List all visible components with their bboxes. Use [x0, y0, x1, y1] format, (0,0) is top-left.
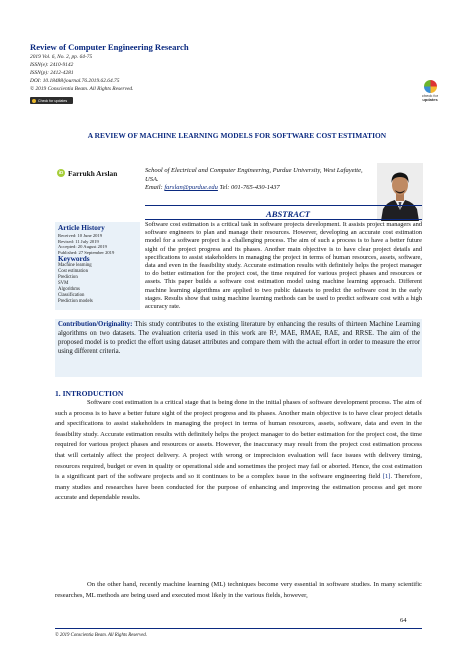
received-date: Received: 10 June 2019	[58, 233, 103, 238]
issn-print: ISSN(p): 2412-4281	[30, 70, 74, 76]
check-for-updates-small-label: Check for updates	[38, 98, 68, 103]
contribution-label: Contribution/Originality:	[58, 321, 133, 328]
keyword: Machine learning	[58, 263, 92, 268]
accepted-date: Accepted: 20 August 2019	[58, 244, 107, 249]
abstract-heading: ABSTRACT	[266, 209, 310, 219]
doi[interactable]: DOI: 10.18488/journal.76.2019.62.64.75	[30, 78, 120, 84]
keywords-title: Keywords	[58, 254, 90, 263]
journal-title[interactable]: Review of Computer Engineering Research	[30, 42, 189, 52]
contribution-paragraph	[58, 321, 420, 357]
check-for-label: check for	[421, 93, 439, 98]
email-link[interactable]: farslan@purdue.edu	[164, 184, 218, 191]
footer-copyright: © 2019 Conscientia Beam. All Rights Reserved.	[55, 633, 148, 638]
keyword: Algorithms	[58, 287, 80, 292]
footer-rule	[55, 628, 422, 629]
author-affiliation: School of Electrical and Computer Engineering, Purdue University, West Lafayette, USA.	[145, 167, 363, 183]
crossmark-logo-icon	[424, 80, 437, 93]
keyword: Classification	[58, 293, 85, 298]
section-heading-introduction: 1. INTRODUCTION	[55, 389, 124, 398]
orcid-icon[interactable]: iD	[58, 170, 64, 175]
journal-volume: 2019 Vol. 6, No. 2, pp. 64-75	[30, 54, 93, 60]
author-name: Farrukh Arslan	[68, 169, 118, 178]
check-for-updates-button[interactable]	[418, 80, 442, 108]
author-photo	[377, 163, 423, 221]
intro-p1-end: . Therefore, many studies and researches have been conducted for the purpose of enhancing and improving the estimation process and get more accurate and dependable results.	[55, 473, 422, 502]
intro-paragraph-1	[55, 398, 422, 504]
telephone: Tel: 001-765-430-1437	[219, 184, 280, 191]
keyword: Cost estimation	[58, 269, 88, 274]
keyword: Prediction	[58, 275, 78, 280]
email-label: Email:	[145, 184, 163, 191]
abstract-text: Software cost estimation is a critical task in software projects development. It assists project managers and software engineers to plan and manage their resources. However, developing an accurate cost estimation model for a software project is a challenging process. The aim of such a process is to have a better future sight of the project progress and its phases. Another main objective is to have clear project details and specifications to assist stakeholders in managing the project in terms of human resources, assets, software, data and even in the feasibility study. Accurate estimation results with definitely helps the project manager to do better estimation for the project cost, the time required for various project phases and resources or assets. This paper builds a software cost estimation model using machine learning approach. Different machine learning algorithms are applied to two public datasets to predict the software cost in the early stages. Results show that using machine learning methods can be used to predict software cost with a high accuracy rate.	[145, 221, 422, 311]
article-title: A REVIEW OF MACHINE LEARNING MODELS FOR SOFTWARE COST ESTIMATION	[87, 131, 387, 140]
intro-p1-text: Software cost estimation is a critical stage that is being done in the initial phases of software development process. The aim of such a process is to have a better future sight of the project progress and its phases. Another main objective is to have clear project details and specifications to assist stakeholders in managing the project in terms of human resources, assets, software, data and even in the feasibility study. Accurate estimation results with definitely helps the project manager to do better estimation for the project cost, the time required for various project phases and resources or assets. However, the inaccuracy may result from the project cost estimation process that will certainly affect the project delivery. A project with wrong or imprecision evaluation will face issues with delivery timing, resources required, budget or even in quality or operational side and sometimes the project may fail or aborted. Hence, the cost estimation is a significant part of the software projects and so it continues to be a complex issue in the software engineering field	[55, 399, 422, 481]
copyright-line: © 2019 Conscientia Beam. All Rights Reserved.	[30, 86, 134, 92]
contribution-text: This study contributes to the existing literature by enhancing the results of thirteen Machine Learning algorithms on two datasets. The evaluation criteria used in this work are R², MAE, RMAE, RAE, and RRSE. The aim of the proposed model is to predict the effort using dataset attributes and compare them with the actual effort in order to measure the error using different criteria.	[58, 321, 420, 355]
contact-line	[145, 184, 280, 191]
page-number: 64	[400, 617, 407, 624]
updates-label: updates	[422, 97, 438, 103]
keyword: SVM	[58, 281, 69, 286]
abstract-top-rule	[145, 205, 422, 206]
published-date: Published: 27 September 2019	[58, 249, 115, 255]
article-history-title: Article History	[58, 223, 105, 232]
citation-link[interactable]: [1]	[382, 473, 391, 481]
issn-electronic: ISSN(e): 2410-9142	[30, 62, 74, 68]
intro-paragraph-2: On the other hand, recently machine learning (ML) techniques become very essential in software studies. In many scientific researches, ML methods are being used and executed most likely in the various fields, however,	[55, 581, 422, 599]
abstract-bottom-rule	[145, 219, 422, 220]
check-for-updates-small-button[interactable]	[30, 97, 73, 104]
keyword: Prediction models	[58, 299, 93, 304]
crossmark-icon	[32, 99, 36, 103]
revised-date: Revised: 11 July 2019	[58, 238, 99, 244]
